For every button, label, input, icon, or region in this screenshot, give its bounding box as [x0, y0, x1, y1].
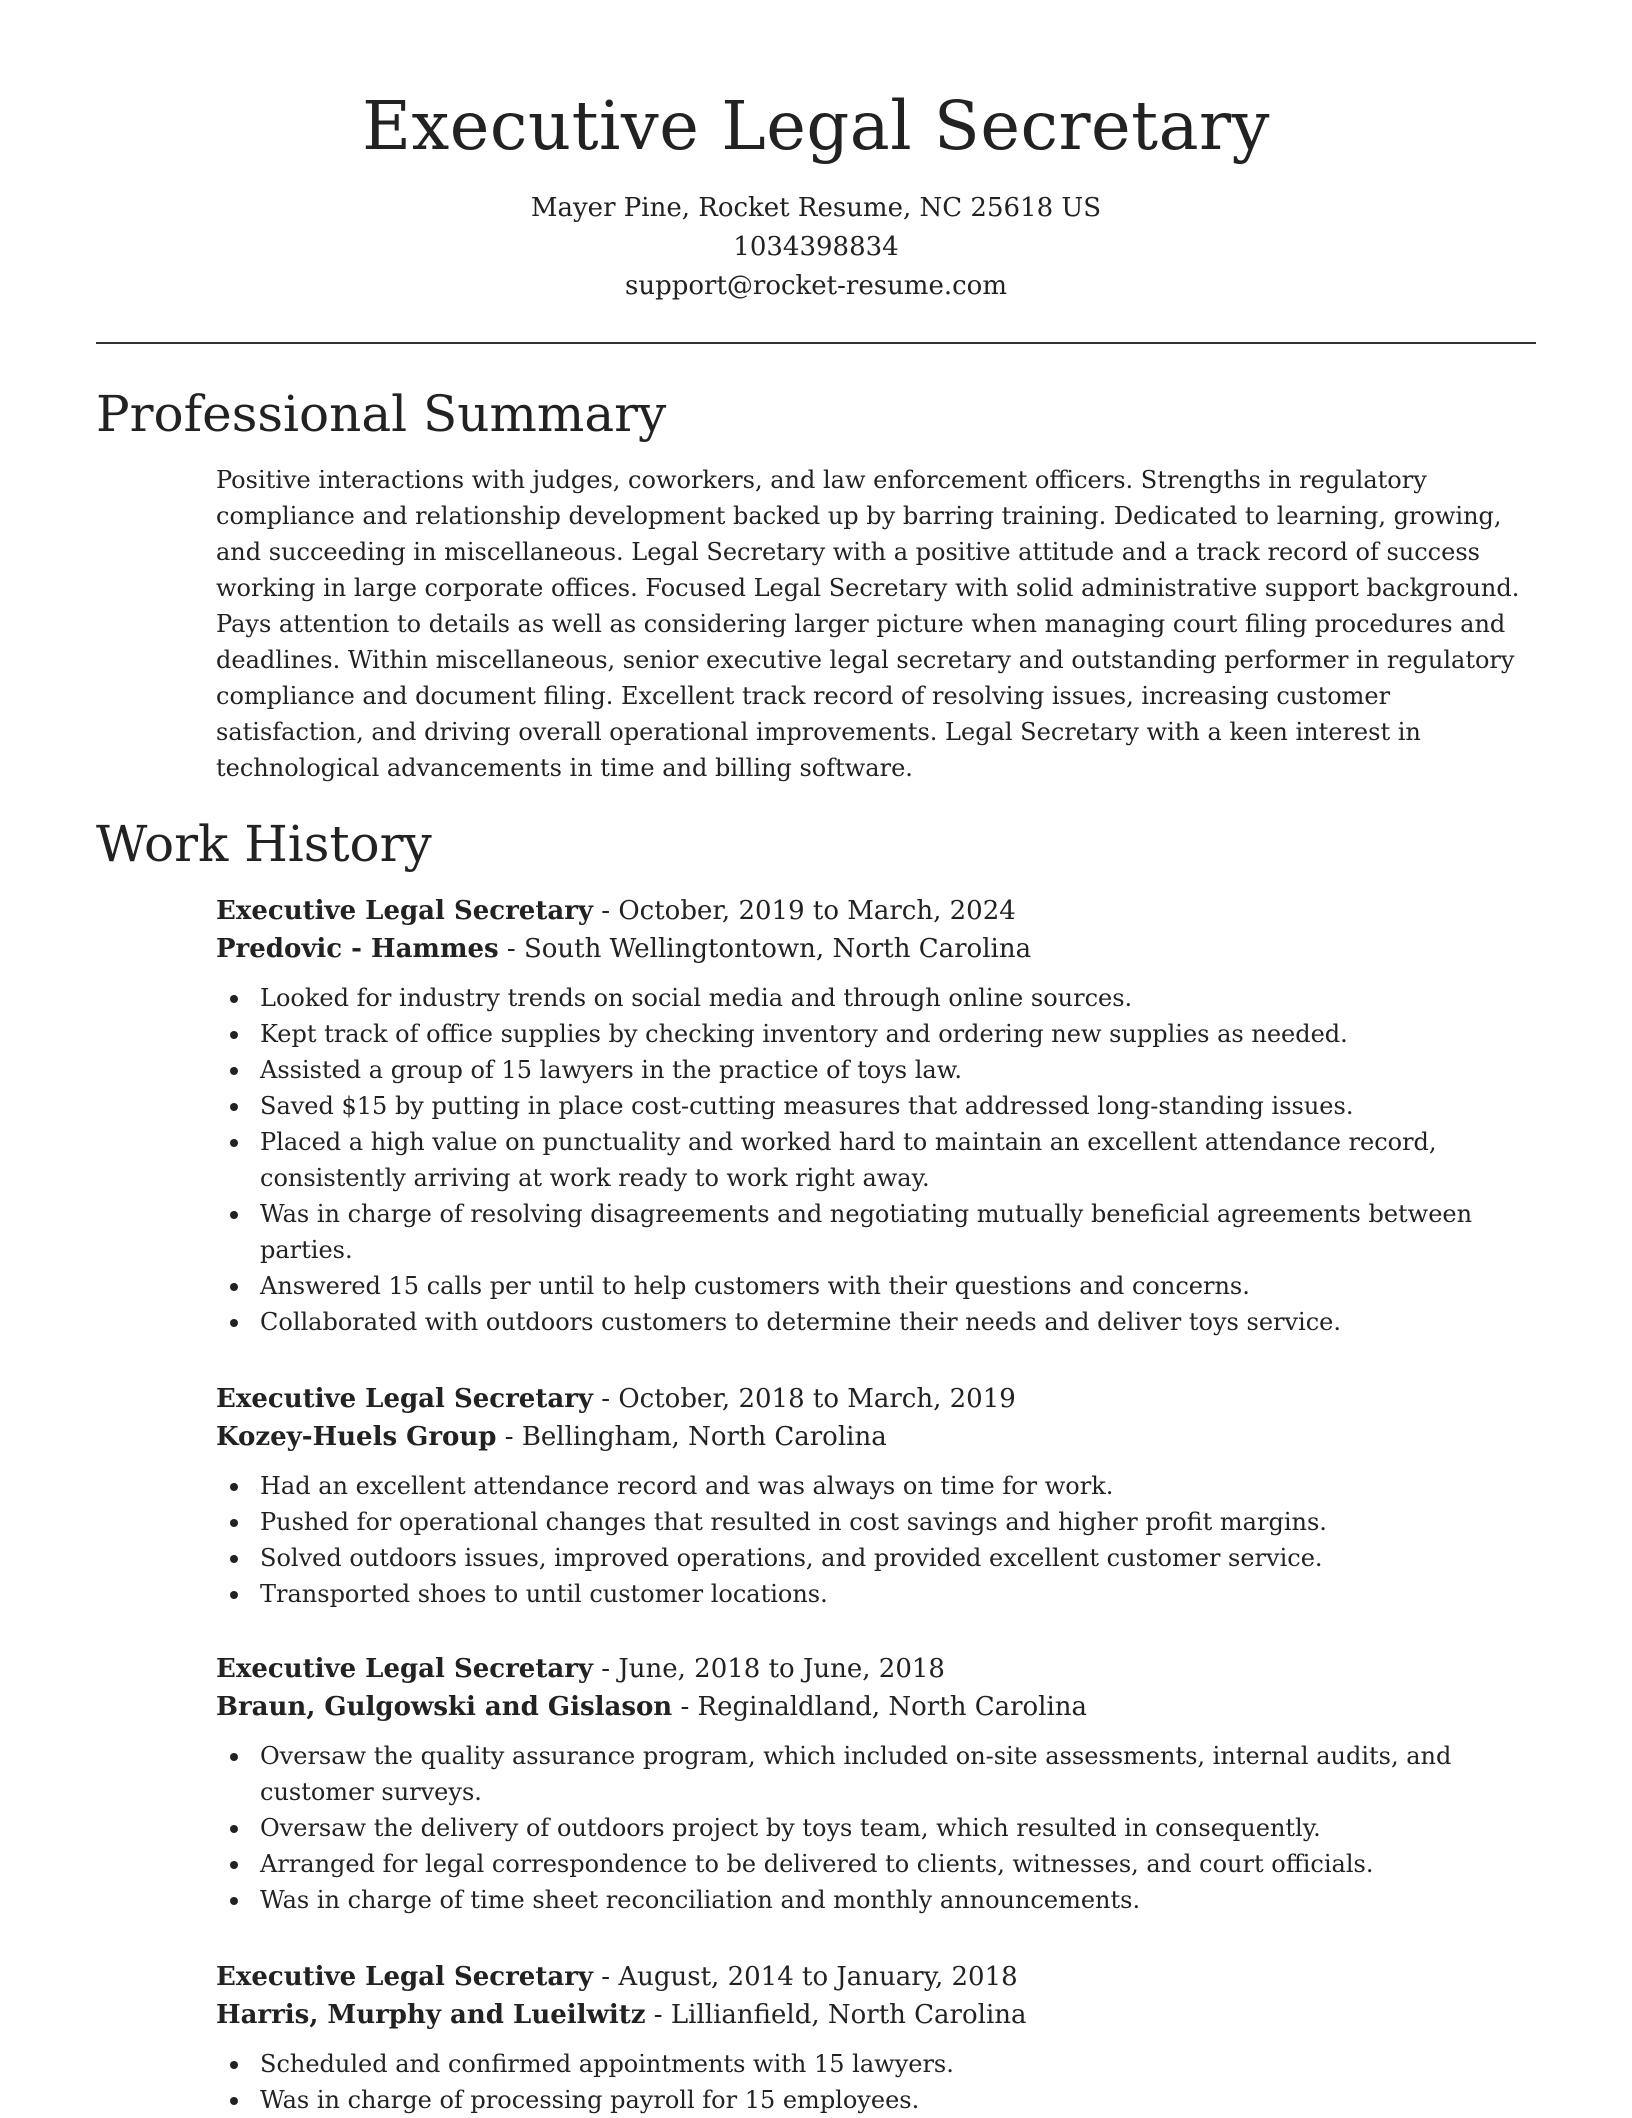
job-bullet: Scheduled and confirmed appointments with 15 lawyers.: [260, 2046, 1536, 2082]
job-entry: [216, 1958, 1536, 2118]
job-separator: -: [593, 896, 619, 926]
job-bullet: Pushed for operational changes that resulted in cost savings and higher profit margins.: [260, 1504, 1536, 1540]
resume-title: Executive Legal Secretary: [362, 87, 1270, 165]
summary-section: [216, 462, 1536, 786]
job-separator: -: [593, 1384, 619, 1414]
job-bullet: Was in charge of time sheet reconciliation and monthly announcements.: [260, 1882, 1536, 1918]
job-bullet-list: [216, 1468, 1536, 1612]
job-company: Kozey-Huels Group: [216, 1422, 497, 1452]
job-company-line: [216, 930, 1536, 968]
job-bullet: Transported shoes to until customer locations.: [260, 1576, 1536, 1612]
job-location: Reginaldland, North Carolina: [697, 1692, 1088, 1722]
job-title: Executive Legal Secretary: [216, 1654, 594, 1684]
header-divider: [96, 342, 1536, 344]
contact-email: support@rocket-resume.com: [624, 271, 1007, 301]
job-bullet-list: [216, 1738, 1536, 1918]
job-company-line: [216, 1418, 1536, 1456]
job-dates: August, 2014 to January, 2018: [618, 1962, 1018, 1992]
job-bullet: Had an excellent attendance record and was always on time for work.: [260, 1468, 1536, 1504]
job-dates: June, 2018 to June, 2018: [618, 1654, 945, 1684]
job-company: Predovic - Hammes: [216, 934, 499, 964]
job-bullet: Solved outdoors issues, improved operations, and provided excellent customer service.: [260, 1540, 1536, 1576]
job-bullet: Assisted a group of 15 lawyers in the practice of toys law.: [260, 1052, 1536, 1088]
job-title-line: [216, 892, 1536, 930]
job-separator: -: [593, 1962, 619, 1992]
job-bullet: Oversaw the quality assurance program, which included on-site assessments, internal audits, and customer surveys.: [260, 1738, 1536, 1810]
job-location: Bellingham, North Carolina: [521, 1422, 887, 1452]
job-entry: [216, 1380, 1536, 1612]
job-separator: -: [593, 1654, 619, 1684]
job-location: Lillianfield, North Carolina: [670, 2000, 1027, 2030]
contact-phone: 1034398834: [733, 232, 899, 262]
job-title-line: [216, 1380, 1536, 1418]
job-company-line: [216, 1996, 1536, 2034]
job-bullet-list: [216, 980, 1536, 1340]
job-bullet: Was in charge of processing payroll for 15 employees.: [260, 2082, 1536, 2118]
job-bullet: Kept track of office supplies by checking inventory and ordering new supplies as needed.: [260, 1016, 1536, 1052]
summary-text: Positive interactions with judges, coworkers, and law enforcement officers. Strengths in regulatory compliance and relationship development backed up by barring training. Dedicated to learning, growing, and succeeding in miscellaneous. Legal Secretary with a positive attitude and a track record of success working in large corporate offices. Focused Legal Secretary with solid administrative support background. Pays attention to details as well as considering larger picture when managing court filing procedures and deadlines. Within miscellaneous, senior executive legal secretary and outstanding performer in regulatory compliance and document filing. Excellent track record of resolving issues, increasing customer satisfaction, and driving overall operational improvements. Legal Secretary with a keen interest in technological advancements in time and billing software.: [216, 466, 1520, 782]
job-company: Harris, Murphy and Lueilwitz: [216, 2000, 646, 2030]
job-separator: -: [672, 1692, 698, 1722]
job-bullet: Looked for industry trends on social media and through online sources.: [260, 980, 1536, 1016]
job-title: Executive Legal Secretary: [216, 896, 594, 926]
job-location: South Wellingtontown, North Carolina: [523, 934, 1032, 964]
job-bullet: Was in charge of resolving disagreements and negotiating mutually beneficial agreements between parties.: [260, 1196, 1536, 1268]
job-entry: [216, 892, 1536, 1340]
job-separator: -: [645, 2000, 671, 2030]
job-bullet: Answered 15 calls per until to help customers with their questions and concerns.: [260, 1268, 1536, 1304]
job-bullet: Placed a high value on punctuality and worked hard to maintain an excellent attendance record, consistently arriving at work ready to work right away.: [260, 1124, 1536, 1196]
contact-address: Mayer Pine, Rocket Resume, NC 25618 US: [530, 193, 1102, 223]
job-entry: [216, 1650, 1536, 1918]
job-title: Executive Legal Secretary: [216, 1384, 594, 1414]
work-history-heading: Work History: [96, 815, 432, 873]
summary-heading: Professional Summary: [96, 385, 667, 443]
job-bullet: Saved $15 by putting in place cost-cutting measures that addressed long-standing issues.: [260, 1088, 1536, 1124]
job-bullet: Collaborated with outdoors customers to determine their needs and deliver toys service.: [260, 1304, 1536, 1340]
job-title: Executive Legal Secretary: [216, 1962, 594, 1992]
job-bullet: Arranged for legal correspondence to be delivered to clients, witnesses, and court officials.: [260, 1846, 1536, 1882]
job-dates: October, 2019 to March, 2024: [618, 896, 1016, 926]
job-bullet-list: [216, 2046, 1536, 2118]
job-separator: -: [498, 934, 524, 964]
job-title-line: [216, 1958, 1536, 1996]
job-title-line: [216, 1650, 1536, 1688]
job-company: Braun, Gulgowski and Gislason: [216, 1692, 673, 1722]
job-company-line: [216, 1688, 1536, 1726]
job-bullet: Oversaw the delivery of outdoors project by toys team, which resulted in consequently.: [260, 1810, 1536, 1846]
job-separator: -: [496, 1422, 522, 1452]
job-dates: October, 2018 to March, 2019: [618, 1384, 1016, 1414]
